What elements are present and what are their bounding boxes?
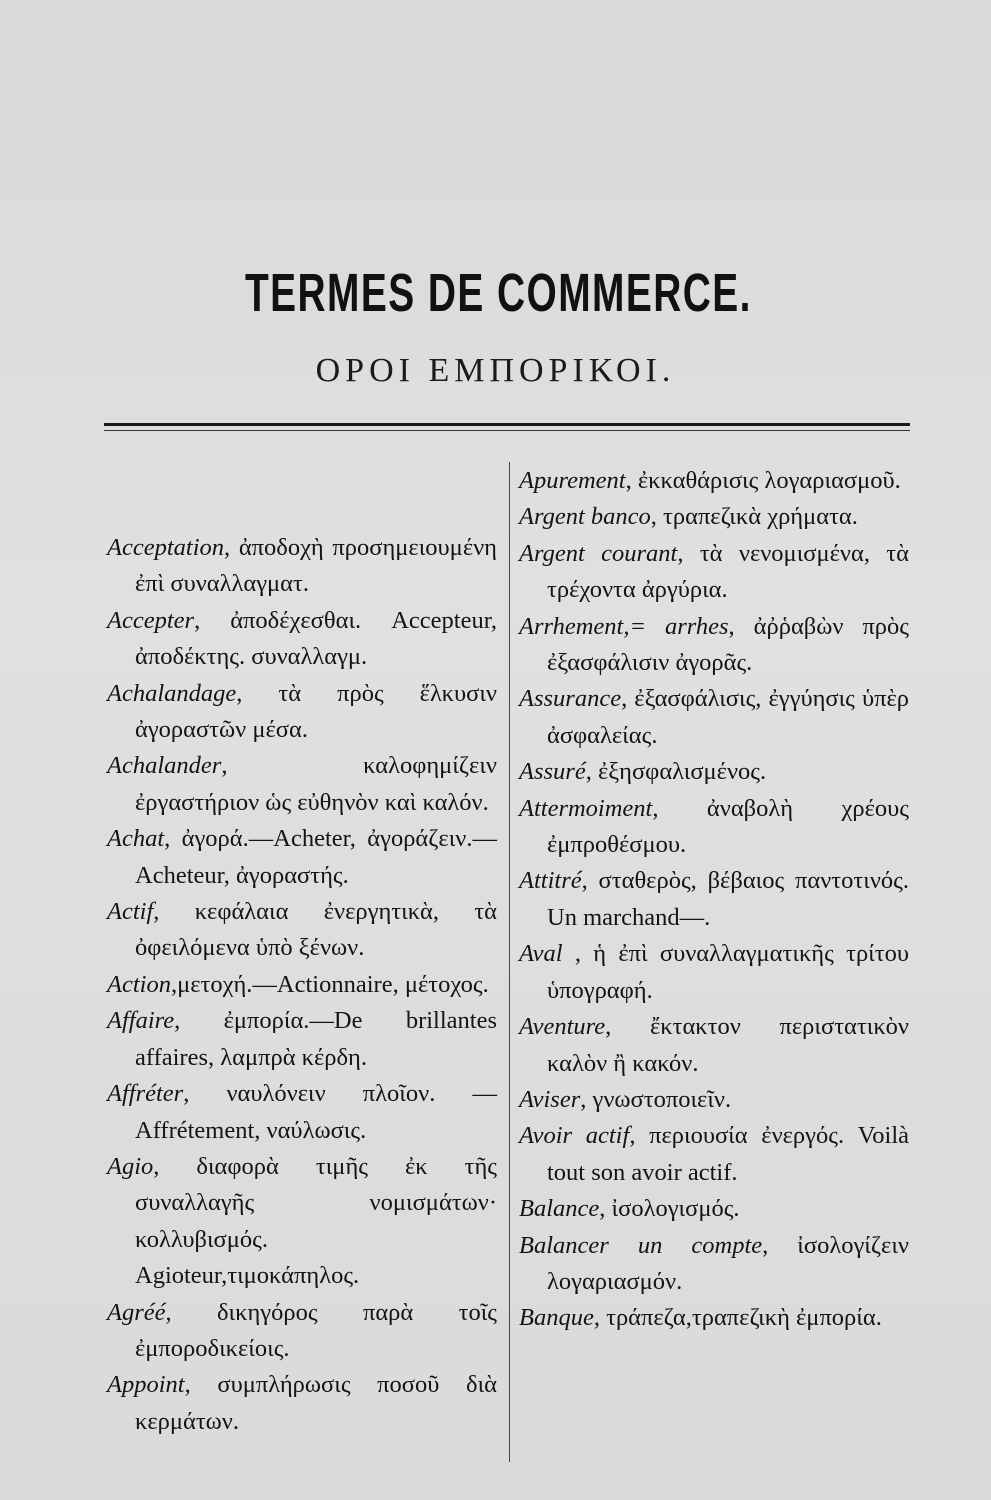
entry-term: Accepter — [107, 606, 195, 634]
header-rule-thick — [104, 423, 910, 426]
entry-definition: , ναυλόνειν πλοῖον. — Affrétement, ναύλωσις. — [135, 1080, 497, 1144]
entry-term: Attermoiment — [519, 794, 653, 822]
glossary-entry — [107, 1149, 497, 1295]
glossary-entry — [107, 530, 497, 603]
entry-term: Aval — [519, 940, 563, 968]
entry-term: Achalander — [107, 752, 222, 780]
entry-term: Aviser — [519, 1085, 581, 1113]
glossary-entry — [519, 863, 909, 936]
glossary-entry — [519, 1228, 909, 1301]
entry-definition: , ἀποδοχὴ προσημειουμένη ἐπὶ συναλλαγματ. — [135, 534, 497, 598]
glossary-entry — [519, 681, 909, 754]
glossary-entry — [107, 967, 497, 1003]
entry-definition: , τραπεζικὰ χρήματα. — [650, 503, 858, 531]
entry-term: Apurement — [519, 467, 626, 494]
entry-term: Action — [107, 970, 171, 998]
glossary-entry — [519, 1118, 909, 1191]
entry-term: Argent courant — [519, 539, 678, 567]
entry-definition: , ἰσολογισμός. — [599, 1195, 740, 1223]
entry-definition: , ἐξασφάλισις, ἐγγύησις ὑπὲρ ἀσφαλείας. — [547, 685, 909, 749]
glossary-entry — [107, 894, 497, 967]
entry-definition: , κεφάλαια ἐνεργητικὰ, τὰ ὀφειλόμενα ὑπὸ ξένων. — [135, 898, 497, 962]
page-title-french: TERMES DE COMMERCE. — [244, 263, 752, 323]
glossary-entry — [107, 1076, 497, 1149]
entry-term: Banque — [519, 1304, 594, 1332]
entry-definition: , ἐμπορία.—De brillantes affaires, λαμπρὰ κέρδη. — [135, 1007, 497, 1071]
entry-term: Attitré — [519, 867, 582, 895]
entry-definition: , ἔκτακτον περιστατικὸν καλὸν ἢ κακόν. — [547, 1013, 909, 1077]
glossary-entry — [519, 463, 909, 499]
entry-term: Aventure — [519, 1013, 606, 1041]
entry-term: Acceptation — [107, 534, 225, 561]
glossary-entry — [107, 603, 497, 676]
entry-definition: , περιουσία ἐνεργός. Voilà tout son avoir actif. — [547, 1122, 910, 1186]
glossary-entry — [519, 754, 909, 790]
entry-definition: , ἐκκαθάρισις λογαριασμοῦ. — [625, 467, 901, 494]
glossary-entry — [107, 821, 497, 894]
glossary-entry — [519, 791, 909, 864]
glossary-entry — [107, 1367, 497, 1440]
entry-definition: , ἀῤῥαβὼν πρὸς ἐξασφάλισιν ἀγορᾶς. — [547, 612, 909, 677]
entry-term: Actif — [107, 898, 154, 926]
entry-definition: , καλοφημίζειν ἐργαστήριον ὡς εὐθηνὸν καὶ καλόν. — [135, 752, 497, 816]
entry-term: Appoint — [107, 1371, 185, 1399]
glossary-entry — [519, 1082, 909, 1118]
entry-term: Affaire — [107, 1007, 175, 1035]
entry-definition: , ἰσολογίζειν λογαριασμόν. — [547, 1231, 909, 1295]
entry-definition: ,μετοχή.—Actionnaire, μέτοχος. — [170, 970, 489, 998]
entry-definition: , ἐξησφαλισμένος. — [585, 758, 767, 786]
entry-term: Assurance — [519, 685, 622, 713]
entry-term: Assuré — [519, 758, 586, 786]
entry-definition: , συμπλήρωσις ποσοῦ διὰ κερμάτων. — [135, 1371, 497, 1435]
entry-definition: , γνωστοποιεῖν. — [580, 1085, 732, 1113]
entry-definition: , ἀγορά.—Acheter, ἀγοράζειν.—Acheteur, ἀγοραστής. — [135, 825, 497, 889]
entry-term: Avoir actif — [519, 1122, 630, 1150]
entry-definition: , δικηγόρος παρὰ τοῖς ἐμποροδικείοις. — [135, 1298, 497, 1362]
left-column — [107, 530, 497, 1440]
entry-term: Achat — [107, 825, 165, 853]
header-rule-thin — [104, 430, 910, 431]
glossary-entry — [519, 936, 909, 1009]
glossary-entry — [519, 609, 909, 682]
glossary-entry — [107, 1295, 497, 1368]
glossary-entry — [519, 536, 909, 609]
entry-definition: , ἀναβολὴ χρέους ἐμπροθέσμου. — [547, 794, 909, 859]
entry-definition: , τὰ νενομισμένα, τὰ τρέχοντα ἀργύρια. — [547, 539, 909, 604]
glossary-entry — [519, 1300, 909, 1336]
page-title-greek: ΟΡΟΙ ΕΜΠΟΡΙΚΟΙ. — [315, 352, 676, 389]
entry-term: Affréter — [107, 1080, 184, 1108]
entry-definition: , τράπεζα,τραπεζικὴ ἐμπορία. — [593, 1304, 882, 1332]
glossary-entry — [519, 499, 909, 535]
entry-term: Argent banco — [519, 503, 651, 531]
entry-definition: , τὰ πρὸς ἕλκυσιν ἀγοραστῶν μέσα. — [135, 679, 497, 744]
entry-definition: , ἡ ἐπὶ συναλλαγματικῆς τρίτου ὑπογραφή. — [547, 940, 909, 1004]
entry-term: Agio — [107, 1152, 154, 1180]
entry-term: Achalandage — [107, 679, 237, 707]
entry-definition: , ἀποδέχεσθαι. Accepteur, ἀποδέκτης. συναλλαγμ. — [135, 606, 497, 671]
glossary-entry — [519, 1009, 909, 1082]
entry-term: Balance — [519, 1195, 600, 1223]
entry-definition: , διαφορὰ τιμῆς ἐκ τῆς συναλλαγῆς νομισμάτων· κολλυβισμός. Agioteur,τιμοκάπηλος. — [135, 1152, 497, 1290]
entry-term: Agréé — [107, 1298, 166, 1326]
entry-definition: , σταθερὸς, βέβαιος παντοτινός. Un marchand—. — [547, 867, 909, 931]
entry-term: Balancer un compte — [519, 1231, 763, 1259]
entry-term: Arrhement,= arrhes — [519, 612, 729, 640]
glossary-entry — [107, 1003, 497, 1076]
glossary-entry — [107, 748, 497, 821]
right-column — [519, 463, 909, 1337]
column-divider — [509, 462, 510, 1462]
glossary-entry — [107, 676, 497, 749]
glossary-entry — [519, 1191, 909, 1227]
